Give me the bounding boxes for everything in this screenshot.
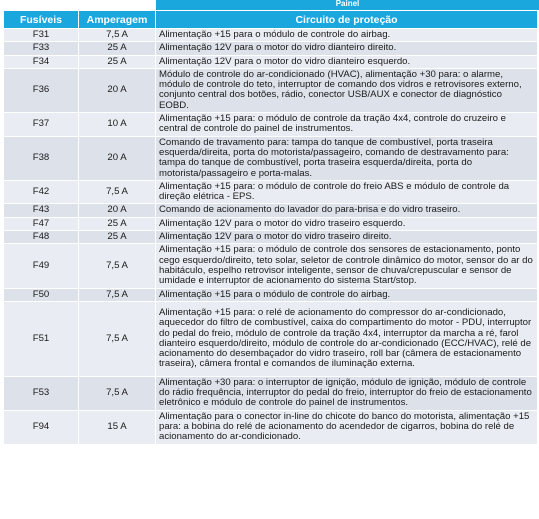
fuse-cell: F34	[4, 55, 79, 68]
circuit-cell: Alimentação +15 para: o módulo de controle da tração 4x4, controle do cruzeiro e central de controle do painel de instrumentos.	[156, 113, 538, 137]
circuit-cell: Alimentação +15 para: o módulo de controle do freio ABS e módulo de controle da direção elétrica - EPS.	[156, 180, 538, 204]
table-row	[4, 288, 538, 301]
circuit-cell: Alimentação +15 para o módulo de controle do airbag.	[156, 29, 538, 42]
table-row	[4, 42, 538, 55]
circuit-cell: Comando de travamento para: tampa do tanque de combustível, porta traseira esquerda/direita, porta do motorista/passageiro, comando de destravamento para: tampa do tanque de combustível, porta traseira esquerda/direita, porta do motorista/passageiro e porta-malas.	[156, 136, 538, 180]
circuit-cell: Alimentação 12V para o motor do vidro traseiro direito.	[156, 231, 538, 244]
amperage-cell: 25 A	[79, 42, 156, 55]
table-row	[4, 410, 538, 444]
table-row	[4, 113, 538, 137]
table-row	[4, 55, 538, 68]
fuse-table	[3, 10, 538, 445]
fuse-cell: F49	[4, 244, 79, 288]
circuit-cell: Alimentação 12V para o motor do vidro traseiro esquerdo.	[156, 217, 538, 230]
amperage-cell: 20 A	[79, 68, 156, 112]
table-row	[4, 136, 538, 180]
amperage-cell: 7,5 A	[79, 376, 156, 410]
fuse-cell: F53	[4, 376, 79, 410]
amperage-cell: 7,5 A	[79, 288, 156, 301]
amperage-cell: 25 A	[79, 55, 156, 68]
table-row	[4, 231, 538, 244]
amperage-cell: 7,5 A	[79, 301, 156, 376]
circuit-cell: Alimentação +15 para: o relé de acionamento do compressor do ar-condicionado, aquecedor do filtro de combustível, caixa do compartimento do motor - PDU, interruptor do pedal do freio, módulo de controle da tração 4x4, interruptor da marcha a ré, farol dianteiro esquerdo/direito, módulo de controle do ar-condicionado (ECC/HVAC), relé de acionamento do desembaçador do vidro traseiro, roll bar (câmera de estacionamento traseira), câmera frontal e comandos de iluminação externa.	[156, 301, 538, 376]
table-row	[4, 180, 538, 204]
circuit-cell: Comando de acionamento do lavador do para-brisa e do vidro traseiro.	[156, 204, 538, 217]
fuse-cell: F43	[4, 204, 79, 217]
amperage-cell: 15 A	[79, 410, 156, 444]
amperage-cell: 25 A	[79, 231, 156, 244]
fuse-cell: F31	[4, 29, 79, 42]
amperage-cell: 20 A	[79, 204, 156, 217]
table-caption	[156, 0, 539, 10]
fuse-cell: F37	[4, 113, 79, 137]
circuit-cell: Alimentação 12V para o motor do vidro dianteiro direito.	[156, 42, 538, 55]
fuse-cell: F33	[4, 42, 79, 55]
header-amperage: Amperagem	[79, 11, 156, 29]
circuit-cell: Módulo de controle do ar-condicionado (HVAC), alimentação +30 para: o alarme, módulo de controle do teto, interruptor de comando dos vidros e retrovisores externo, conjunto central dos botões, rádio, conector USB/AUX e conector de diagnóstico EOBD.	[156, 68, 538, 112]
amperage-cell: 20 A	[79, 136, 156, 180]
fuse-cell: F94	[4, 410, 79, 444]
circuit-cell: Alimentação +30 para: o interruptor de ignição, módulo de ignição, módulo de controle do rádio frequência, interruptor do pedal do freio, interruptor do freio de estacionamento eletrônico e módulo de controle do painel de instrumentos.	[156, 376, 538, 410]
fuse-cell: F50	[4, 288, 79, 301]
header-row	[4, 11, 538, 29]
table-row	[4, 29, 538, 42]
header-circuit: Circuito de proteção	[156, 11, 538, 29]
circuit-cell: Alimentação para o conector in-line do chicote do banco do motorista, alimentação +15 para: a bobina do relé de acionamento do acendedor de cigarros, bobina do relé de acionamento do ar-condicionado.	[156, 410, 538, 444]
header-fuse: Fusíveis	[4, 11, 79, 29]
amperage-cell: 7,5 A	[79, 180, 156, 204]
fuse-cell: F38	[4, 136, 79, 180]
amperage-cell: 7,5 A	[79, 29, 156, 42]
table-row	[4, 301, 538, 376]
table-row	[4, 204, 538, 217]
fuse-cell: F36	[4, 68, 79, 112]
table-row	[4, 217, 538, 230]
amperage-cell: 25 A	[79, 217, 156, 230]
fuse-cell: F47	[4, 217, 79, 230]
amperage-cell: 7,5 A	[79, 244, 156, 288]
circuit-cell: Alimentação +15 para o módulo de controle do airbag.	[156, 288, 538, 301]
table-row	[4, 376, 538, 410]
table-row	[4, 68, 538, 112]
caption-text: Painel	[335, 0, 360, 8]
circuit-cell: Alimentação +15 para: o módulo de controle dos sensores de estacionamento, ponto cego esquerdo/direito, teto solar, seletor de controle dinâmico do motor, sensor do ar do habitáculo, espelho retrovisor inteligente, sensor de chuva/crepuscular e sensor de umidade e interruptor de acionamento do sistema Start/stop.	[156, 244, 538, 288]
top-band	[0, 0, 539, 10]
table-row	[4, 244, 538, 288]
amperage-cell: 10 A	[79, 113, 156, 137]
fuse-cell: F42	[4, 180, 79, 204]
fuse-cell: F48	[4, 231, 79, 244]
fuse-cell: F51	[4, 301, 79, 376]
circuit-cell: Alimentação 12V para o motor do vidro dianteiro esquerdo.	[156, 55, 538, 68]
